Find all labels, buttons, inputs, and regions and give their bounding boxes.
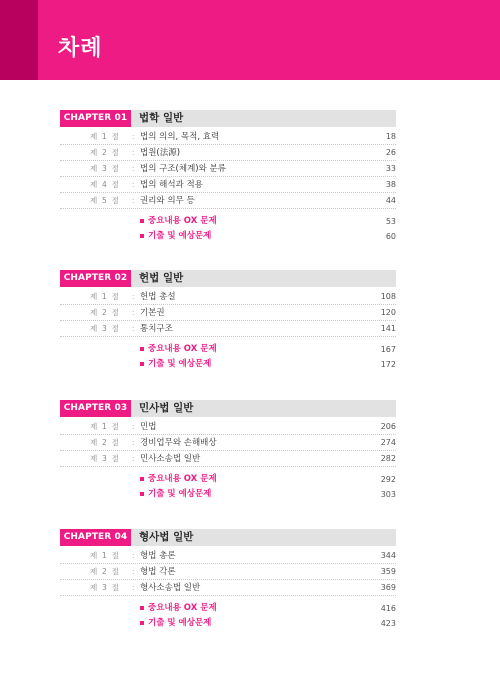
separator: : <box>132 148 135 157</box>
section-title: 민법 <box>140 422 157 432</box>
chapter-04 <box>60 529 396 631</box>
extra-title: 중요내용 OX 문제 <box>148 474 217 484</box>
toc-row[interactable] <box>60 419 396 435</box>
extra-row[interactable] <box>60 357 396 372</box>
chapter-title: 형사법 일반 <box>139 531 194 543</box>
chapter-03 <box>60 400 396 502</box>
chapter-01 <box>60 110 396 244</box>
page-number: 26 <box>385 148 396 157</box>
section-title: 법원(法源) <box>140 148 181 158</box>
section-title: 법의 구조(체계)와 분류 <box>140 164 226 174</box>
extra-title: 기출 및 예상문제 <box>148 359 212 369</box>
toc-row[interactable] <box>60 177 396 193</box>
page-number: 53 <box>385 217 396 226</box>
page-number: 206 <box>380 422 396 431</box>
chapter-title: 법학 일반 <box>139 112 184 124</box>
separator: : <box>132 164 135 173</box>
toc-row[interactable] <box>60 193 396 209</box>
separator: : <box>132 422 135 431</box>
section-list <box>60 548 396 596</box>
extras-list <box>60 472 396 502</box>
section-number: 제 2 절 <box>90 148 121 157</box>
extra-row[interactable] <box>60 601 396 616</box>
section-title: 기본권 <box>140 308 165 318</box>
toc-row[interactable] <box>60 321 396 337</box>
section-list <box>60 419 396 467</box>
toc-row[interactable] <box>60 305 396 321</box>
page-number: 416 <box>380 604 396 613</box>
separator: : <box>132 551 135 560</box>
section-number: 제 3 절 <box>90 454 121 463</box>
separator: : <box>132 567 135 576</box>
page-number: 38 <box>385 180 396 189</box>
extra-title: 기출 및 예상문제 <box>148 618 212 628</box>
page-number: 172 <box>380 360 396 369</box>
page-number: 359 <box>380 567 396 576</box>
page-number: 120 <box>380 308 396 317</box>
section-number: 제 1 절 <box>90 551 121 560</box>
chapter-badge: CHAPTER 03 <box>60 400 131 417</box>
toc-row[interactable] <box>60 129 396 145</box>
page-header <box>0 0 500 80</box>
section-title: 통치구조 <box>140 324 173 334</box>
header-tab <box>0 0 38 80</box>
page-number: 60 <box>385 232 396 241</box>
chapter-header[interactable] <box>60 529 396 546</box>
extra-title: 기출 및 예상문제 <box>148 231 212 241</box>
chapter-header[interactable] <box>60 400 396 417</box>
section-title: 형법 각론 <box>140 567 176 577</box>
section-number: 제 1 절 <box>90 292 121 301</box>
separator: : <box>132 438 135 447</box>
toc-row[interactable] <box>60 548 396 564</box>
extra-row[interactable] <box>60 487 396 502</box>
page-number: 423 <box>380 619 396 628</box>
page-number: 303 <box>380 490 396 499</box>
separator: : <box>132 292 135 301</box>
section-title: 법의 의의, 목적, 효력 <box>140 132 220 142</box>
page-number: 369 <box>380 583 396 592</box>
page-number: 292 <box>380 475 396 484</box>
section-number: 제 1 절 <box>90 132 121 141</box>
section-number: 제 2 절 <box>90 308 121 317</box>
section-number: 제 4 절 <box>90 180 121 189</box>
toc-row[interactable] <box>60 580 396 596</box>
square-bullet-icon <box>140 606 144 610</box>
separator: : <box>132 583 135 592</box>
section-number: 제 2 절 <box>90 438 121 447</box>
separator: : <box>132 454 135 463</box>
extra-row[interactable] <box>60 342 396 357</box>
separator: : <box>132 132 135 141</box>
section-title: 경비업무와 손해배상 <box>140 438 217 448</box>
chapter-title: 헌법 일반 <box>139 272 184 284</box>
extra-row[interactable] <box>60 616 396 631</box>
toc-row[interactable] <box>60 435 396 451</box>
square-bullet-icon <box>140 347 144 351</box>
toc-row[interactable] <box>60 161 396 177</box>
page-number: 274 <box>380 438 396 447</box>
section-title: 형법 총론 <box>140 551 176 561</box>
extras-list <box>60 601 396 631</box>
section-list <box>60 289 396 337</box>
section-number: 제 3 절 <box>90 324 121 333</box>
toc-row[interactable] <box>60 451 396 467</box>
page-number: 344 <box>380 551 396 560</box>
section-title: 법의 해석과 적용 <box>140 180 203 190</box>
chapter-02 <box>60 270 396 372</box>
separator: : <box>132 308 135 317</box>
extra-title: 중요내용 OX 문제 <box>148 216 217 226</box>
section-list <box>60 129 396 209</box>
section-number: 제 5 절 <box>90 196 121 205</box>
page-number: 44 <box>385 196 396 205</box>
page-number: 18 <box>385 132 396 141</box>
toc-row[interactable] <box>60 289 396 305</box>
chapter-badge: CHAPTER 02 <box>60 270 131 287</box>
extra-title: 중요내용 OX 문제 <box>148 603 217 613</box>
extra-row[interactable] <box>60 472 396 487</box>
square-bullet-icon <box>140 621 144 625</box>
section-title: 권리와 의무 등 <box>140 196 195 206</box>
section-title: 형사소송법 일반 <box>140 583 201 593</box>
separator: : <box>132 196 135 205</box>
separator: : <box>132 324 135 333</box>
chapter-header[interactable] <box>60 270 396 287</box>
extra-title: 기출 및 예상문제 <box>148 489 212 499</box>
square-bullet-icon <box>140 492 144 496</box>
page-number: 33 <box>385 164 396 173</box>
section-number: 제 3 절 <box>90 583 121 592</box>
section-number: 제 1 절 <box>90 422 121 431</box>
page-number: 282 <box>380 454 396 463</box>
square-bullet-icon <box>140 477 144 481</box>
extra-title: 중요내용 OX 문제 <box>148 344 217 354</box>
section-number: 제 3 절 <box>90 164 121 173</box>
toc-row[interactable] <box>60 145 396 161</box>
page-number: 108 <box>380 292 396 301</box>
section-title: 헌법 총설 <box>140 292 176 302</box>
page-number: 141 <box>380 324 396 333</box>
section-number: 제 2 절 <box>90 567 121 576</box>
extra-row[interactable] <box>60 229 396 244</box>
extras-list <box>60 342 396 372</box>
chapter-badge: CHAPTER 01 <box>60 110 131 127</box>
toc-row[interactable] <box>60 564 396 580</box>
chapter-header[interactable] <box>60 110 396 127</box>
extras-list <box>60 214 396 244</box>
page-title: 차례 <box>58 36 103 61</box>
section-title: 민사소송법 일반 <box>140 454 201 464</box>
square-bullet-icon <box>140 219 144 223</box>
chapter-title: 민사법 일반 <box>139 402 194 414</box>
square-bullet-icon <box>140 234 144 238</box>
separator: : <box>132 180 135 189</box>
chapter-badge: CHAPTER 04 <box>60 529 131 546</box>
extra-row[interactable] <box>60 214 396 229</box>
page-number: 167 <box>380 345 396 354</box>
square-bullet-icon <box>140 362 144 366</box>
